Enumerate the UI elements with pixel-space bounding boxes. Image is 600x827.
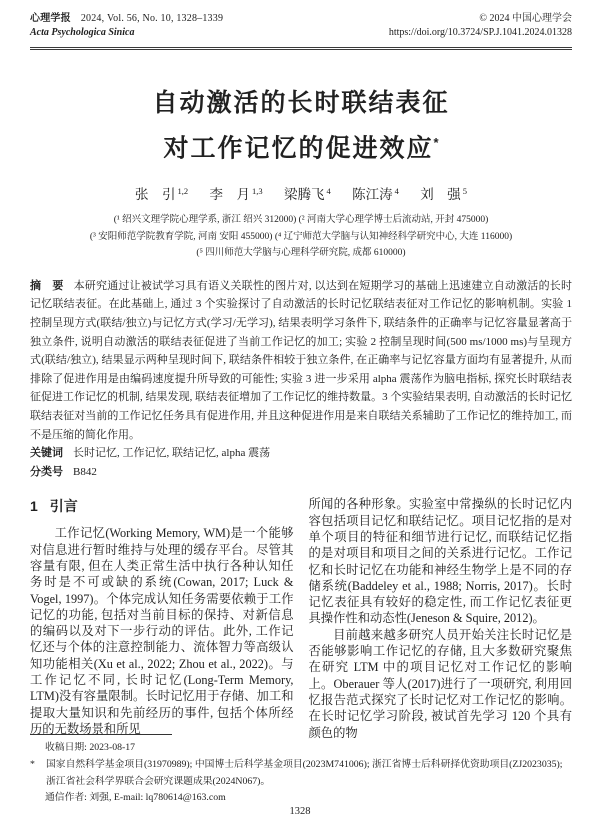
funding-footnote-marker: * bbox=[30, 758, 35, 770]
classification-label: 分类号 bbox=[30, 465, 63, 478]
author-2-name: 李 月 bbox=[209, 187, 250, 203]
author-2 bbox=[210, 187, 263, 202]
affiliation-line-1: (¹ 绍兴文理学院心理学系, 浙江 绍兴 312000) (² 河南大学心理学博士后流动站, 开封 475000) bbox=[113, 215, 489, 226]
affiliation-line-3: (⁵ 四川师范大学脑与心理科学研究院, 成都 610000) bbox=[196, 248, 406, 259]
author-5 bbox=[420, 187, 467, 202]
journal-volume-info: 2024, Vol. 56, No. 10, 1328–1339 bbox=[80, 13, 224, 24]
author-1-name: 张 引 bbox=[135, 187, 176, 203]
funding-footnote-text: 国家自然科学基金项目(31970989); 中国博士后科学基金项目(2023M741006); 浙江省博士后科研择优资助项目(ZJ2023035); 浙江省社会科学界联合会研究课题成果(2024N067)。 bbox=[46, 758, 563, 787]
title-footnote-marker: * bbox=[433, 135, 439, 150]
intro-paragraph-1: 工作记忆(Working Memory, WM)是一个能够对信息进行暂时维持与处理的缓存平台。尽管其容量有限, 但在人类正常生活中执行各种认知任务时是不可或缺的系统(Cowan, 2017; Luck & Vogel, 1997)。个体完成认知任务需要依赖于工作记忆的功能, 包括对当前目标的保持、对新信息的编码以及对下一步行动的评估。此外, 工作记忆还与个体的注意控制能力、流体智力等高级认知功能相关(Xu et al., 2022; Zhou et al., 2022)。与工作记忆不同, 长时记忆(Long-Term Memory, LTM)没有容量限制。长时记忆用于存储、加工和提取大量知识和先前经历的事件, 包括个体所经历的无数场景和所见 bbox=[30, 526, 294, 736]
body-column-right bbox=[309, 496, 573, 740]
section-number: 1 bbox=[30, 498, 38, 515]
affiliation-block bbox=[30, 212, 572, 262]
journal-header-right bbox=[389, 12, 572, 40]
author-1-affil-sup: 1,2 bbox=[177, 185, 189, 196]
header-double-rule bbox=[30, 47, 572, 50]
journal-header bbox=[30, 12, 572, 40]
section-heading-introduction bbox=[30, 497, 294, 515]
abstract-paragraph bbox=[30, 277, 572, 444]
funding-footnote bbox=[30, 757, 572, 791]
classification-value: B842 bbox=[73, 465, 97, 478]
affiliation-line-2: (³ 安阳师范学院教育学院, 河南 安阳 455000) (⁴ 辽宁师范大学脑与认知神经科学研究中心, 大连 116000) bbox=[89, 231, 513, 242]
intro-paragraph-2: 目前越来越多研究人员开始关注长时记忆是否能够影响工作记忆的存储, 且大多数研究聚焦在研究 LTM 中的项目记忆对工作记忆的影响上。Oberauer 等人(2017)进行了一项研究, 利用回忆报告范式探究了长时记忆对工作记忆的影响。在长时记忆学习阶段, 被试首先学习 120 个具有颜色的物 bbox=[308, 627, 572, 740]
body-two-columns bbox=[30, 496, 572, 740]
page-number: 1328 bbox=[289, 806, 311, 817]
author-4-affil-sup: 4 bbox=[394, 185, 399, 196]
author-list bbox=[30, 183, 572, 203]
author-3-affil-sup: 4 bbox=[326, 185, 331, 196]
author-5-affil-sup: 5 bbox=[462, 185, 467, 196]
author-4 bbox=[352, 187, 399, 202]
keywords-line bbox=[30, 444, 572, 463]
paper-title bbox=[30, 84, 572, 168]
journal-name-en: Acta Psychologica Sinica bbox=[30, 27, 135, 38]
author-1 bbox=[135, 187, 188, 202]
author-3-name: 梁腾飞 bbox=[284, 187, 325, 203]
body-column-left bbox=[30, 496, 294, 740]
keywords-label: 关键词 bbox=[30, 447, 63, 460]
paper-title-line2: 对工作记忆的促进效应 bbox=[163, 134, 434, 163]
section-title: 引言 bbox=[49, 498, 78, 515]
journal-header-left bbox=[30, 12, 223, 40]
journal-citation-line bbox=[30, 12, 223, 26]
author-3 bbox=[284, 187, 331, 202]
author-4-name: 陈江涛 bbox=[352, 187, 393, 203]
classification-line bbox=[30, 463, 572, 482]
footnote-block bbox=[30, 734, 572, 807]
paper-title-line1: 自动激活的长时联结表征 bbox=[152, 89, 450, 117]
abstract-label: 摘 要 bbox=[30, 279, 64, 292]
keywords-text: 长时记忆, 工作记忆, 联结记忆, alpha 震荡 bbox=[73, 447, 271, 460]
abstract-text: 本研究通过让被试学习具有语义关联性的图片对, 以达到在短期学习的基础上迅速建立自动激活的长时记忆联结表征。在此基础上, 通过 3 个实验探讨了自动激活的长时记忆联结表征对工作记忆的影响机制。实验 1 控制呈现方式(联结/独立)与记忆方式(学习/无学习), 结果表明学习条件下, 联结条件的正确率与记忆容量显著高于独立条件, 说明自动激活的联结表征促进了当前工作记忆的加工; 实验 2 控制呈现时间(500 ms/1000 ms)与呈现方式(联结/独立), 结果显示两种呈现时间下, 联结条件相较于独立条件, 在正确率与记忆容量方面均有显著提升, 从而排除了促进作用是由编码速度提升所导致的可能性; 实验 3 进一步采用 alpha 震荡作为脑电指标, 探究长时联结表征促进工作记忆的机制, 结果发现, 联结表征增加了工作记忆的维持数量。3 个实验结果表明, 自动激活的长时记忆联结表征对当前的工作记忆任务具有促进作用, 并且这种促进作用是来自联结关系辅助了工作记忆的维持加工, 而不是压缩的简化作用。 bbox=[30, 279, 572, 441]
author-2-affil-sup: 1,3 bbox=[252, 185, 263, 196]
copyright-line: © 2024 中国心理学会 bbox=[479, 13, 572, 24]
intro-paragraph-1-continued: 所闻的各种形象。实验室中常操纵的长时记忆内容包括项目记忆和联结记忆。项目记忆指的是对单个项目的特征和细节进行记忆, 而联结记忆指的是对项目和项目之间的关系进行记忆。工作记忆和长时记忆在功能和神经生物学上是不同的存储系统(Baddeley et al., 1988; Norris, 2017)。长时记忆表征具有较好的稳定性, 而工作记忆表征更具操作性和动态性(Jeneson & Squire, 2012)。 bbox=[308, 497, 572, 626]
author-5-name: 刘 强 bbox=[420, 187, 461, 203]
corresponding-author-line: 通信作者: 刘强, E-mail: lq780614@163.com bbox=[45, 792, 226, 804]
received-date-line: 收稿日期: 2023-08-17 bbox=[45, 742, 136, 753]
footnote-separator-rule bbox=[30, 734, 172, 735]
journal-name-cn: 心理学报 bbox=[30, 13, 71, 24]
doi-link[interactable]: https://doi.org/10.3724/SP.J.1041.2024.01328 bbox=[388, 27, 572, 38]
